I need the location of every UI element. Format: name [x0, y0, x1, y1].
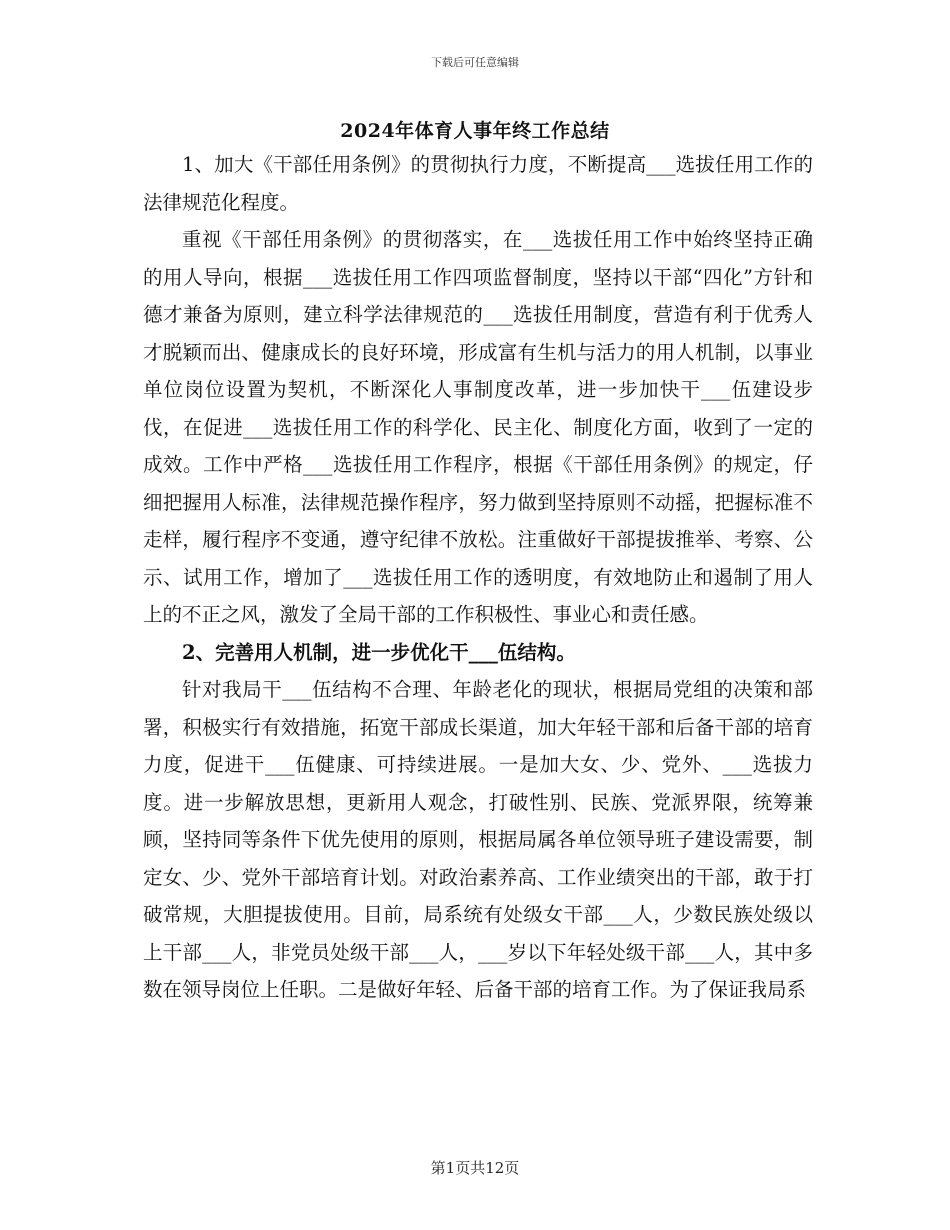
- header-note: 下载后可任意编辑: [431, 56, 519, 69]
- document-title: 2024年体育人事年终工作总结: [340, 120, 610, 142]
- paragraph-2: 重视《干部任用条例》的贯彻落实，在___选拔任用工作中始终坚持正确的用人导向，根据___选拔任用工作四项监督制度，坚持以干部“四化”方针和德才兼备为原则，建立科学法律规范的___选拔任用制度，营造有利于优秀人才脱颖而出、健康成长的良好环境，形成富有生机与活力的用人机制，以事业单位岗位设置为契机，不断深化人事制度改革，进一步加快干___伍建设步伐，在促进___选拔任用工作的科学化、民主化、制度化方面，收到了一定的成效。工作中严格___选拔任用工作程序，根据《干部任用条例》的规定，仔细把握用人标准，法律规范操作程序，努力做到坚持原则不动摇，把握标准不走样，履行程序不变通，遵守纪律不放松。注重做好干部提拔推举、考察、公示、试用工作，增加了___选拔任用工作的透明度，有效地防止和遏制了用人上的不正之风，激发了全局干部的工作积极性、事业心和责任感。: [143, 228, 813, 626]
- document-body: [143, 146, 813, 1009]
- section-heading-2: 2、完善用人机制，进一步优化干___伍结构。: [182, 640, 576, 664]
- paragraph-1: 1、加大《干部任用条例》的贯彻执行力度，不断提高___选拔任用工作的法律规范化程度。: [143, 153, 813, 214]
- page-footer: 第1页共12页: [430, 1159, 520, 1177]
- paragraph-3: 针对我局干___伍结构不合理、年龄老化的现状，根据局党组的决策和部署，积极实行有效措施，拓宽干部成长渠道，加大年轻干部和后备干部的培育力度，促进干___伍健康、可持续进展。一是加大女、少、党外、___选拔力度。进一步解放思想，更新用人观念，打破性别、民族、党派界限，统筹兼顾，坚持同等条件下优先使用的原则，根据局属各单位领导班子建设需要，制定女、少、党外干部培育计划。对政治素养高、工作业绩突出的干部，敢于打破常规，大胆提拔使用。目前，局系统有处级女干部___人，少数民族处级以上干部___人，非党员处级干部___人，___岁以下年轻处级干部___人，其中多数在领导岗位上任职。二是做好年轻、后备干部的培育工作。为了保证我局系: [143, 678, 813, 1001]
